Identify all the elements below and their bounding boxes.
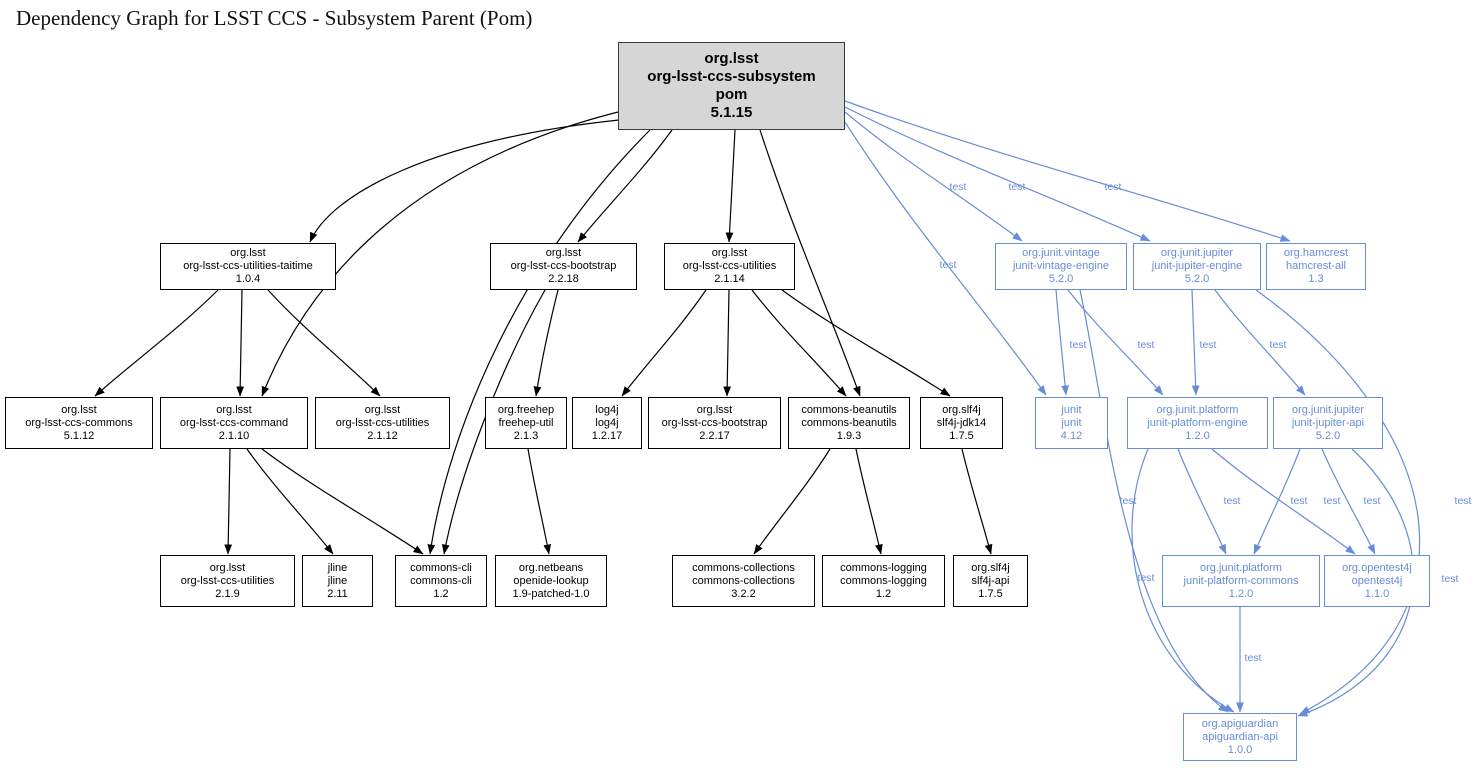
node-jline-line: jline bbox=[327, 561, 348, 574]
node-bootstrap18 bbox=[490, 243, 637, 290]
node-command10 bbox=[160, 397, 308, 449]
node-jupiterEngine-line: org.junit.jupiter bbox=[1160, 247, 1234, 259]
node-apiguardian-line: org.apiguardian bbox=[1201, 717, 1279, 730]
node-utilities12-line: 2.1.12 bbox=[367, 429, 398, 442]
node-taitime-line: 1.0.4 bbox=[235, 273, 261, 285]
node-jline-line: jline bbox=[327, 574, 348, 587]
edge-taitime-to-utilities12 bbox=[268, 290, 380, 396]
node-openide bbox=[495, 555, 607, 607]
node-logging-line: commons-logging bbox=[840, 574, 927, 587]
edge-freehep-to-openide bbox=[528, 449, 549, 554]
edge-label-jupiterEngine-to-jupiterApi: test bbox=[1269, 339, 1287, 351]
edge-label-root-to-junit: test bbox=[939, 259, 957, 271]
edge-utilities14-to-bootstrap17 bbox=[727, 290, 729, 396]
node-command10-line: org.lsst bbox=[216, 403, 252, 416]
node-jupiterApi-line: 5.2.0 bbox=[1315, 429, 1341, 442]
node-platformCommons-line: org.junit.platform bbox=[1200, 561, 1282, 574]
node-taitime-line: org-lsst-ccs-utilities-taitime bbox=[183, 260, 313, 272]
edge-root-to-utilities14 bbox=[729, 130, 735, 242]
node-log4j-line: log4j bbox=[595, 403, 619, 416]
node-root-line: org-lsst-ccs-subsystem bbox=[647, 68, 816, 85]
edge-taitime-to-commons12 bbox=[95, 290, 218, 396]
node-bootstrap17-line: 2.2.17 bbox=[699, 429, 730, 442]
node-root-line: 5.1.15 bbox=[710, 104, 753, 121]
node-collections-line: commons-collections bbox=[692, 574, 795, 587]
node-root-line: org.lsst bbox=[704, 50, 759, 67]
node-platformEngine bbox=[1127, 397, 1268, 449]
edge-bootstrap18-to-freehep bbox=[536, 290, 558, 396]
edge-jupiterEngine-to-platformEngine bbox=[1192, 290, 1196, 395]
node-platformCommons-line: junit-platform-commons bbox=[1183, 574, 1299, 587]
edge-label-root-to-jupiterEngine: test bbox=[1008, 181, 1026, 193]
edge-beanutils-to-logging bbox=[856, 449, 881, 554]
edge-label-jupiterApi-to-opentest4j: test bbox=[1363, 495, 1381, 507]
node-commons12-line: 5.1.12 bbox=[63, 429, 95, 442]
node-bootstrap18-line: org.lsst bbox=[545, 247, 582, 259]
node-opentest4j-line: org.opentest4j bbox=[1342, 561, 1412, 574]
node-utilities14-line: org-lsst-ccs-utilities bbox=[682, 260, 777, 272]
node-openide-line: org.netbeans bbox=[518, 561, 584, 574]
edge-label-vintage-to-junit: test bbox=[1069, 339, 1087, 351]
node-vintage-line: org.junit.vintage bbox=[1022, 247, 1100, 259]
node-commonsCli-line: 1.2 bbox=[433, 587, 449, 600]
edge-command10-to-jline bbox=[247, 449, 333, 554]
node-platformCommons bbox=[1162, 555, 1320, 607]
node-apiguardian-line: 1.0.0 bbox=[1227, 743, 1253, 756]
node-slf4jApi-line: slf4j-api bbox=[971, 574, 1010, 587]
edge-utilities14-to-slf4jdk14 bbox=[782, 290, 950, 396]
edge-label-platformEngine-to-opentest4j: test bbox=[1323, 495, 1341, 507]
node-hamcrest-line: 1.3 bbox=[1308, 273, 1324, 285]
edge-utilities14-to-log4j bbox=[622, 290, 706, 396]
node-utilities14 bbox=[664, 243, 795, 290]
node-opentest4j bbox=[1324, 555, 1430, 607]
node-log4j-line: log4j bbox=[595, 416, 619, 429]
node-beanutils bbox=[788, 397, 910, 449]
node-jupiterApi-line: org.junit.jupiter bbox=[1291, 403, 1365, 416]
node-beanutils-line: 1.9.3 bbox=[836, 429, 862, 442]
node-slf4jApi-line: 1.7.5 bbox=[978, 587, 1003, 600]
node-platformEngine-line: junit-platform-engine bbox=[1147, 416, 1248, 429]
edge-jupiterEngine-to-jupiterApi bbox=[1215, 290, 1305, 395]
node-freehep-line: org.freehep bbox=[497, 403, 555, 416]
node-apiguardian-line: apiguardian-api bbox=[1202, 730, 1278, 743]
node-vintage-line: 5.2.0 bbox=[1048, 273, 1074, 285]
node-bootstrap17 bbox=[648, 397, 781, 449]
node-hamcrest-line: org.hamcrest bbox=[1283, 247, 1349, 259]
node-taitime-line: org.lsst bbox=[230, 247, 266, 259]
edge-taitime-to-command10 bbox=[240, 290, 242, 396]
node-utilities12-line: org-lsst-ccs-utilities bbox=[335, 416, 430, 429]
node-openide-line: 1.9-patched-1.0 bbox=[512, 587, 590, 600]
node-utilities14-line: 2.1.14 bbox=[714, 273, 745, 285]
node-logging-line: 1.2 bbox=[875, 587, 892, 600]
edge-label-jupiterEngine-to-apiguardian: test bbox=[1454, 495, 1472, 507]
node-utilities9-line: org-lsst-ccs-utilities bbox=[180, 574, 275, 587]
node-log4j bbox=[572, 397, 642, 449]
node-beanutils-line: commons-beanutils bbox=[801, 403, 897, 416]
node-jupiterApi bbox=[1273, 397, 1383, 449]
edge-label-root-to-hamcrest: test bbox=[1104, 181, 1122, 193]
node-freehep bbox=[485, 397, 567, 449]
node-collections-line: commons-collections bbox=[692, 561, 795, 574]
edge-label-platformCommons-to-apiguardian: test bbox=[1244, 652, 1262, 664]
node-junit-line: junit bbox=[1061, 416, 1082, 429]
node-root-line: pom bbox=[715, 86, 748, 103]
node-bootstrap17-line: org-lsst-ccs-bootstrap bbox=[661, 416, 768, 429]
node-utilities12 bbox=[315, 397, 450, 449]
node-slf4jdk14 bbox=[920, 397, 1003, 449]
node-freehep-line: freehep-util bbox=[498, 416, 554, 429]
node-commonsCli bbox=[395, 555, 487, 607]
node-vintage bbox=[995, 243, 1127, 290]
edge-root-to-hamcrest bbox=[845, 101, 1290, 241]
node-junit-line: junit bbox=[1061, 403, 1082, 416]
edge-label-vintage-to-apiguardian: test bbox=[1119, 495, 1137, 507]
node-jupiterEngine-line: 5.2.0 bbox=[1184, 273, 1210, 285]
edge-label-platformEngine-to-apiguardian: test bbox=[1137, 572, 1155, 584]
node-log4j-line: 1.2.17 bbox=[591, 429, 623, 442]
node-collections bbox=[672, 555, 815, 607]
node-apiguardian bbox=[1183, 713, 1297, 761]
node-slf4jdk14-line: 1.7.5 bbox=[949, 429, 974, 442]
node-command10-line: 2.1.10 bbox=[218, 429, 250, 442]
node-hamcrest bbox=[1266, 243, 1366, 290]
edge-slf4jdk14-to-slf4jApi bbox=[962, 449, 991, 554]
node-freehep-line: 2.1.3 bbox=[513, 429, 539, 442]
node-jline bbox=[302, 555, 373, 607]
edge-root-to-bootstrap18 bbox=[578, 130, 672, 242]
node-root bbox=[618, 42, 845, 130]
edge-command10-to-commonsCli bbox=[262, 449, 423, 554]
edge-vintage-to-junit bbox=[1056, 290, 1066, 395]
node-commonsCli-line: commons-cli bbox=[410, 561, 472, 574]
node-jupiterApi-line: junit-jupiter-api bbox=[1291, 416, 1365, 429]
node-logging bbox=[822, 555, 945, 607]
node-jline-line: 2.11 bbox=[327, 587, 348, 600]
node-slf4jdk14-line: slf4j-jdk14 bbox=[936, 416, 987, 429]
edge-root-to-jupiterEngine bbox=[845, 107, 1150, 241]
node-jupiterEngine bbox=[1133, 243, 1261, 290]
graph-title: Dependency Graph for LSST CCS - Subsystem Parent (Pom) bbox=[16, 6, 533, 30]
edge-label-vintage-to-platformEngine: test bbox=[1137, 339, 1155, 351]
node-commonsCli-line: commons-cli bbox=[410, 574, 472, 587]
node-beanutils-line: commons-beanutils bbox=[801, 416, 897, 429]
node-commons12-line: org-lsst-ccs-commons bbox=[25, 416, 133, 429]
node-collections-line: 3.2.2 bbox=[731, 587, 756, 600]
node-slf4jApi bbox=[953, 555, 1028, 607]
edge-root-to-taitime bbox=[310, 120, 619, 242]
edge-vintage-to-apiguardian bbox=[1080, 290, 1228, 712]
node-jupiterEngine-line: junit-jupiter-engine bbox=[1151, 260, 1243, 272]
node-utilities12-line: org.lsst bbox=[364, 403, 401, 416]
node-bootstrap18-line: 2.2.18 bbox=[548, 273, 579, 285]
edge-label-jupiterEngine-to-platformEngine: test bbox=[1199, 339, 1217, 351]
edge-label-jupiterApi-to-apiguardian: test bbox=[1441, 573, 1459, 585]
node-opentest4j-line: opentest4j bbox=[1351, 574, 1403, 587]
node-platformEngine-line: org.junit.platform bbox=[1156, 403, 1239, 416]
node-utilities9-line: org.lsst bbox=[209, 561, 246, 574]
node-commons12-line: org.lsst bbox=[61, 403, 97, 416]
edge-utilities14-to-beanutils bbox=[752, 290, 846, 396]
node-taitime bbox=[160, 243, 336, 290]
node-vintage-line: junit-vintage-engine bbox=[1012, 260, 1109, 272]
node-commons12 bbox=[5, 397, 153, 449]
edge-label-root-to-vintage: test bbox=[949, 181, 967, 193]
node-utilities9-line: 2.1.9 bbox=[215, 587, 240, 600]
node-slf4jdk14-line: org.slf4j bbox=[942, 403, 981, 416]
edge-label-platformEngine-to-platformCommons: test bbox=[1223, 495, 1241, 507]
edge-beanutils-to-collections bbox=[754, 449, 830, 554]
node-junit-line: 4.12 bbox=[1060, 429, 1083, 442]
node-platformEngine-line: 1.2.0 bbox=[1185, 429, 1210, 442]
node-slf4jApi-line: org.slf4j bbox=[971, 561, 1010, 574]
edge-root-to-commonsCli bbox=[430, 130, 650, 554]
edge-platformEngine-to-platformCommons bbox=[1178, 449, 1226, 554]
node-command10-line: org-lsst-ccs-command bbox=[179, 416, 289, 429]
edge-label-jupiterApi-to-platformCommons: test bbox=[1290, 495, 1308, 507]
edge-command10-to-utilities9 bbox=[228, 449, 230, 554]
node-platformCommons-line: 1.2.0 bbox=[1228, 587, 1254, 600]
node-bootstrap17-line: org.lsst bbox=[696, 403, 733, 416]
node-hamcrest-line: hamcrest-all bbox=[1286, 260, 1346, 272]
node-utilities14-line: org.lsst bbox=[711, 247, 748, 259]
node-openide-line: openide-lookup bbox=[513, 574, 589, 587]
node-logging-line: commons-logging bbox=[840, 561, 927, 574]
node-junit bbox=[1035, 397, 1108, 449]
node-utilities9 bbox=[160, 555, 295, 607]
node-opentest4j-line: 1.1.0 bbox=[1364, 587, 1390, 600]
node-bootstrap18-line: org-lsst-ccs-bootstrap bbox=[510, 260, 617, 272]
